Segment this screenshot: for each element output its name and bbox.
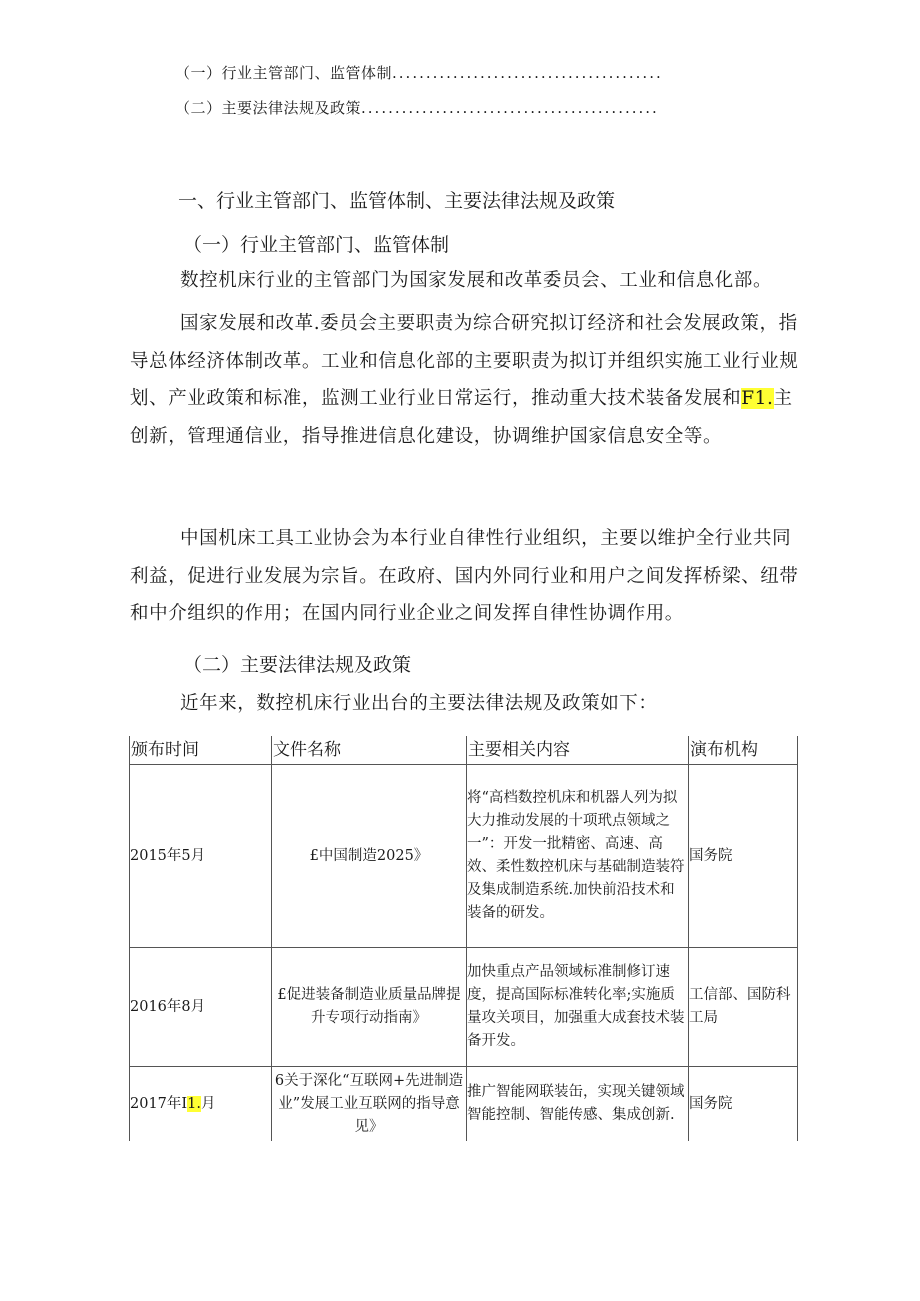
paragraph-text: 近年来，数控机床行业出台的主要法律法规及政策如下： xyxy=(180,693,658,714)
column-header-content: 主要相关内容 xyxy=(467,736,689,765)
cell-document: 6关于深化“互联网+先进制造业”发展工业互联网的指导意见》 xyxy=(272,1067,467,1142)
subsection-title-1: （一）行业主管部门、监管体制 xyxy=(183,234,450,256)
paragraph-text: 数控机床行业的主管部门为国家发展和改革委员会、工业和信息化部。 xyxy=(180,270,773,291)
table-row xyxy=(130,948,798,1067)
column-header-organization: 演布机构 xyxy=(689,736,798,765)
cell-date: 2015年5月 xyxy=(130,765,272,948)
cell-organization: 国务院 xyxy=(689,1067,798,1142)
paragraph-responsibilities xyxy=(130,305,805,455)
toc-entry-2[interactable] xyxy=(175,97,659,118)
toc-entry-1[interactable] xyxy=(175,62,663,83)
paragraph-text: 国家发展和改革.委员会主要职责为综合研究拟订经济和社会发展政策，指导总体经济体制改革。工业和信息化部的主要职责为拟订并组织实施工业行业规划、产业政策和标准，监测工业行业日常运行，推动重大技术装备发展和 xyxy=(130,313,799,409)
cell-document: £中国制造2025》 xyxy=(272,765,467,948)
paragraph-intro xyxy=(130,685,805,723)
paragraph-text: 主创新，管理通信业，指导推进信息化建设，协调维护国家信息安全等。 xyxy=(130,388,793,447)
subsection-title-2: （二）主要法律法规及政策 xyxy=(183,654,412,676)
paragraph-text: 中国机床工具工业协会为本行业自律性行业组织，主要以维护全行业共同利益，促进行业发展为宗旨。在政府、国内外同行业和用户之间发挥桥梁、纽带和中介组织的作用；在国内同行业企业之间发挥自律性协调作用。 xyxy=(130,528,799,624)
toc-entry-label: （二）主要法律法规及政策 xyxy=(175,99,362,117)
date-text: 2017年I xyxy=(130,1095,188,1112)
cell-document: £促进装备制造业质量品牌提升专项行动指南》 xyxy=(272,948,467,1067)
table-header-row xyxy=(130,736,798,765)
table-row xyxy=(130,765,798,948)
cell-content: 加快重点产品领域标准制修订速度，提高国际标准转化率;实施质量攻关项目，加强重大成套技术装备开发。 xyxy=(467,948,689,1067)
paragraph-association xyxy=(130,520,805,633)
highlight-mark: 1. xyxy=(187,1095,201,1112)
cell-content: 推广智能网联装缶，实现关键领域智能控制、智能传感、集成创新. xyxy=(467,1067,689,1142)
date-text: 月 xyxy=(200,1095,216,1112)
cell-organization: 国务院 xyxy=(689,765,798,948)
cell-date: 2016年8月 xyxy=(130,948,272,1067)
toc-leader: ........................................ xyxy=(392,64,663,82)
cell-date xyxy=(130,1067,272,1142)
column-header-document: 文件名称 xyxy=(272,736,467,765)
cell-organization: 工信部、国防科工局 xyxy=(689,948,798,1067)
toc-leader: ............................................ xyxy=(361,99,659,117)
highlight-mark: F1. xyxy=(741,388,774,409)
section-title: 一、行业主管部门、监管体制、主要法律法规及政策 xyxy=(178,190,616,212)
cell-content: 将“高档数控机床和机器人列为拟大力推动发展的十项玳点领域之一”：开发一批精密、高速、高效、柔性数控机床与基础制造装符及集成制造系统.加快前沿技术和装备的研发。 xyxy=(467,765,689,948)
toc-entry-label: （一）行业主管部门、监管体制 xyxy=(175,64,393,82)
table-row xyxy=(130,1067,798,1142)
policy-table xyxy=(129,736,798,1141)
column-header-date: 颁布时间 xyxy=(130,736,272,765)
paragraph-authorities xyxy=(130,262,805,300)
